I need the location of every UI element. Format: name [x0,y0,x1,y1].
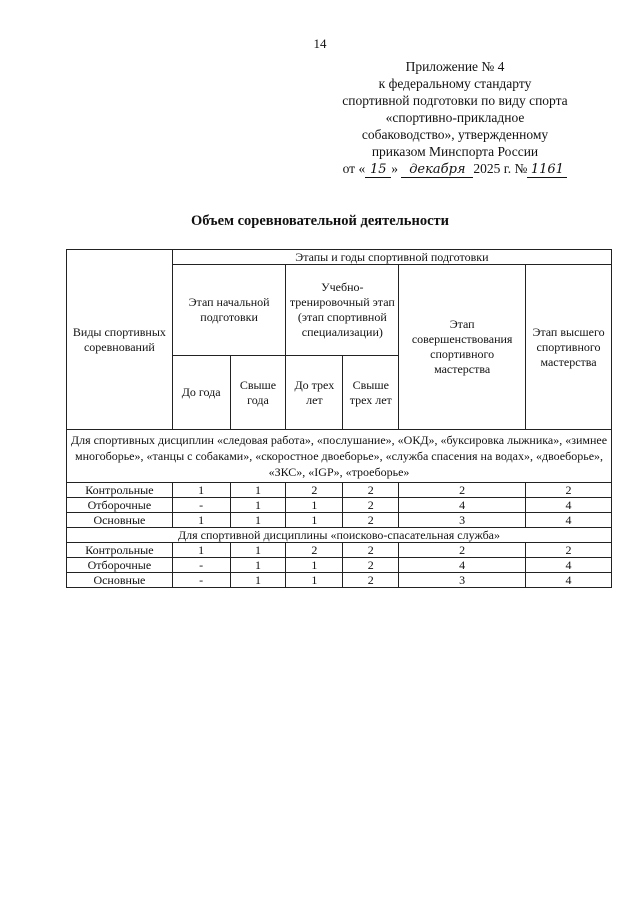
cell: 2 [343,543,399,558]
header-stage-improvement: Этап совершенствования спортивного мастерства [399,265,526,430]
order-month: декабря [401,163,473,178]
appendix-line: приказом Минспорта России [371,144,539,159]
header-over-year: Свыше года [230,356,286,430]
row-label: Контрольные [67,483,173,498]
appendix-line: собаководство», утвержденному [361,127,549,142]
row-label: Контрольные [67,543,173,558]
table-row [67,513,612,528]
header-stage-highest: Этап высшего спортивного мастерства [526,265,612,430]
header-stage-training: Учебно-тренировочный этап (этап спортивной специализации) [286,265,399,356]
header-up-to-three: До трех лет [286,356,343,430]
page-number: 14 [313,36,327,51]
cell: - [172,498,230,513]
cell: 1 [286,498,343,513]
cell: 2 [286,483,343,498]
cell: 1 [230,498,286,513]
document-title: Объем соревновательной деятельности [191,213,449,229]
cell: 1 [230,513,286,528]
competition-volume-table [66,249,612,588]
appendix-block [300,58,610,178]
cell: 3 [399,513,526,528]
cell: 4 [526,573,612,588]
header-kinds: Виды спортивных соревнований [67,250,173,430]
group-2-title: Для спортивной дисциплины «поисково-спасательная служба» [67,528,612,543]
cell: 2 [343,558,399,573]
table-row [67,498,612,513]
cell: - [172,573,230,588]
group-1-title: Для спортивных дисциплин «следовая работа», «послушание», «ОКД», «буксировка лыжника», «зимнее многоборье», «танцы с собаками», «скоростное двоеборье», «служба спасения на водах», «двоеборье», «ЗКС», «IGP», «троеборье» [67,430,612,483]
table-row [67,573,612,588]
cell: 2 [343,513,399,528]
cell: 4 [399,498,526,513]
cell: - [172,558,230,573]
cell: 1 [172,513,230,528]
cell: 1 [230,573,286,588]
date-close: » [391,161,398,176]
cell: 2 [399,483,526,498]
cell: 4 [399,558,526,573]
cell: 1 [230,483,286,498]
cell: 1 [230,543,286,558]
cell: 1 [286,558,343,573]
order-date-line [300,160,610,178]
row-label: Отборочные [67,558,173,573]
cell: 2 [343,573,399,588]
cell: 4 [526,513,612,528]
table-row [67,558,612,573]
cell: 2 [526,483,612,498]
cell: 2 [399,543,526,558]
row-label: Основные [67,573,173,588]
cell: 2 [286,543,343,558]
cell: 1 [230,558,286,573]
row-label: Отборочные [67,498,173,513]
cell: 2 [343,483,399,498]
order-year-text: 2025 г. № [473,161,528,176]
appendix-line: к федеральному стандарту [378,76,532,91]
cell: 1 [172,483,230,498]
order-day: 15 [365,163,391,178]
header-stage-initial: Этап начальной подготовки [172,265,286,356]
cell: 2 [526,543,612,558]
cell: 2 [343,498,399,513]
cell: 4 [526,498,612,513]
cell: 1 [286,513,343,528]
cell: 4 [526,558,612,573]
table-row [67,543,612,558]
header-over-three: Свыше трех лет [343,356,399,430]
appendix-line: «спортивно-прикладное [385,110,525,125]
row-label: Основные [67,513,173,528]
cell: 1 [172,543,230,558]
header-stages: Этапы и годы спортивной подготовки [172,250,611,265]
cell: 3 [399,573,526,588]
appendix-line: спортивной подготовки по виду спорта [342,93,568,108]
table-row [67,483,612,498]
appendix-title: Приложение № 4 [405,59,505,74]
order-number: 1161 [527,163,567,178]
date-prefix: от « [342,161,366,176]
cell: 1 [286,573,343,588]
header-up-to-year: До года [172,356,230,430]
